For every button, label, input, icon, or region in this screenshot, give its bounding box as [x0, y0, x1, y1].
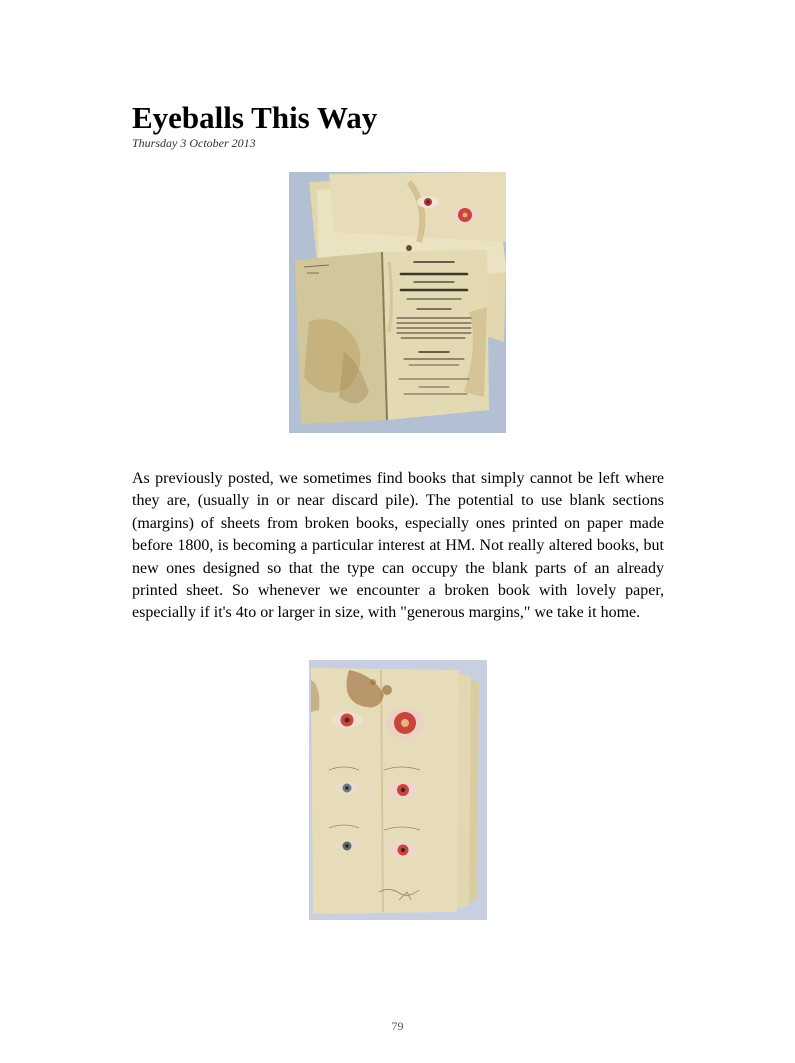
photo-eye-plate [309, 660, 487, 920]
photo-open-book [289, 172, 506, 433]
page-number: 79 [391, 1019, 404, 1033]
open-book [295, 250, 489, 424]
post-date: Thursday 3 October 2013 [132, 136, 256, 150]
post-title: Eyeballs This Way [132, 100, 378, 135]
post-body: As previously posted, we sometimes find books that simply cannot be left where they are, (usually in or near discard pile). The potential to use blank sections (margins) of sheets from broken books, especially ones printed on paper made before 1800, is becoming a particular interest at HM. Not really altered books, but new ones designed so that the type can occupy the blank parts of an already printed sheet. So whenever we encounter a broken book with lovely paper, especially if it's 4to or larger in size, with "generous margins," we take it home. [132, 470, 664, 622]
